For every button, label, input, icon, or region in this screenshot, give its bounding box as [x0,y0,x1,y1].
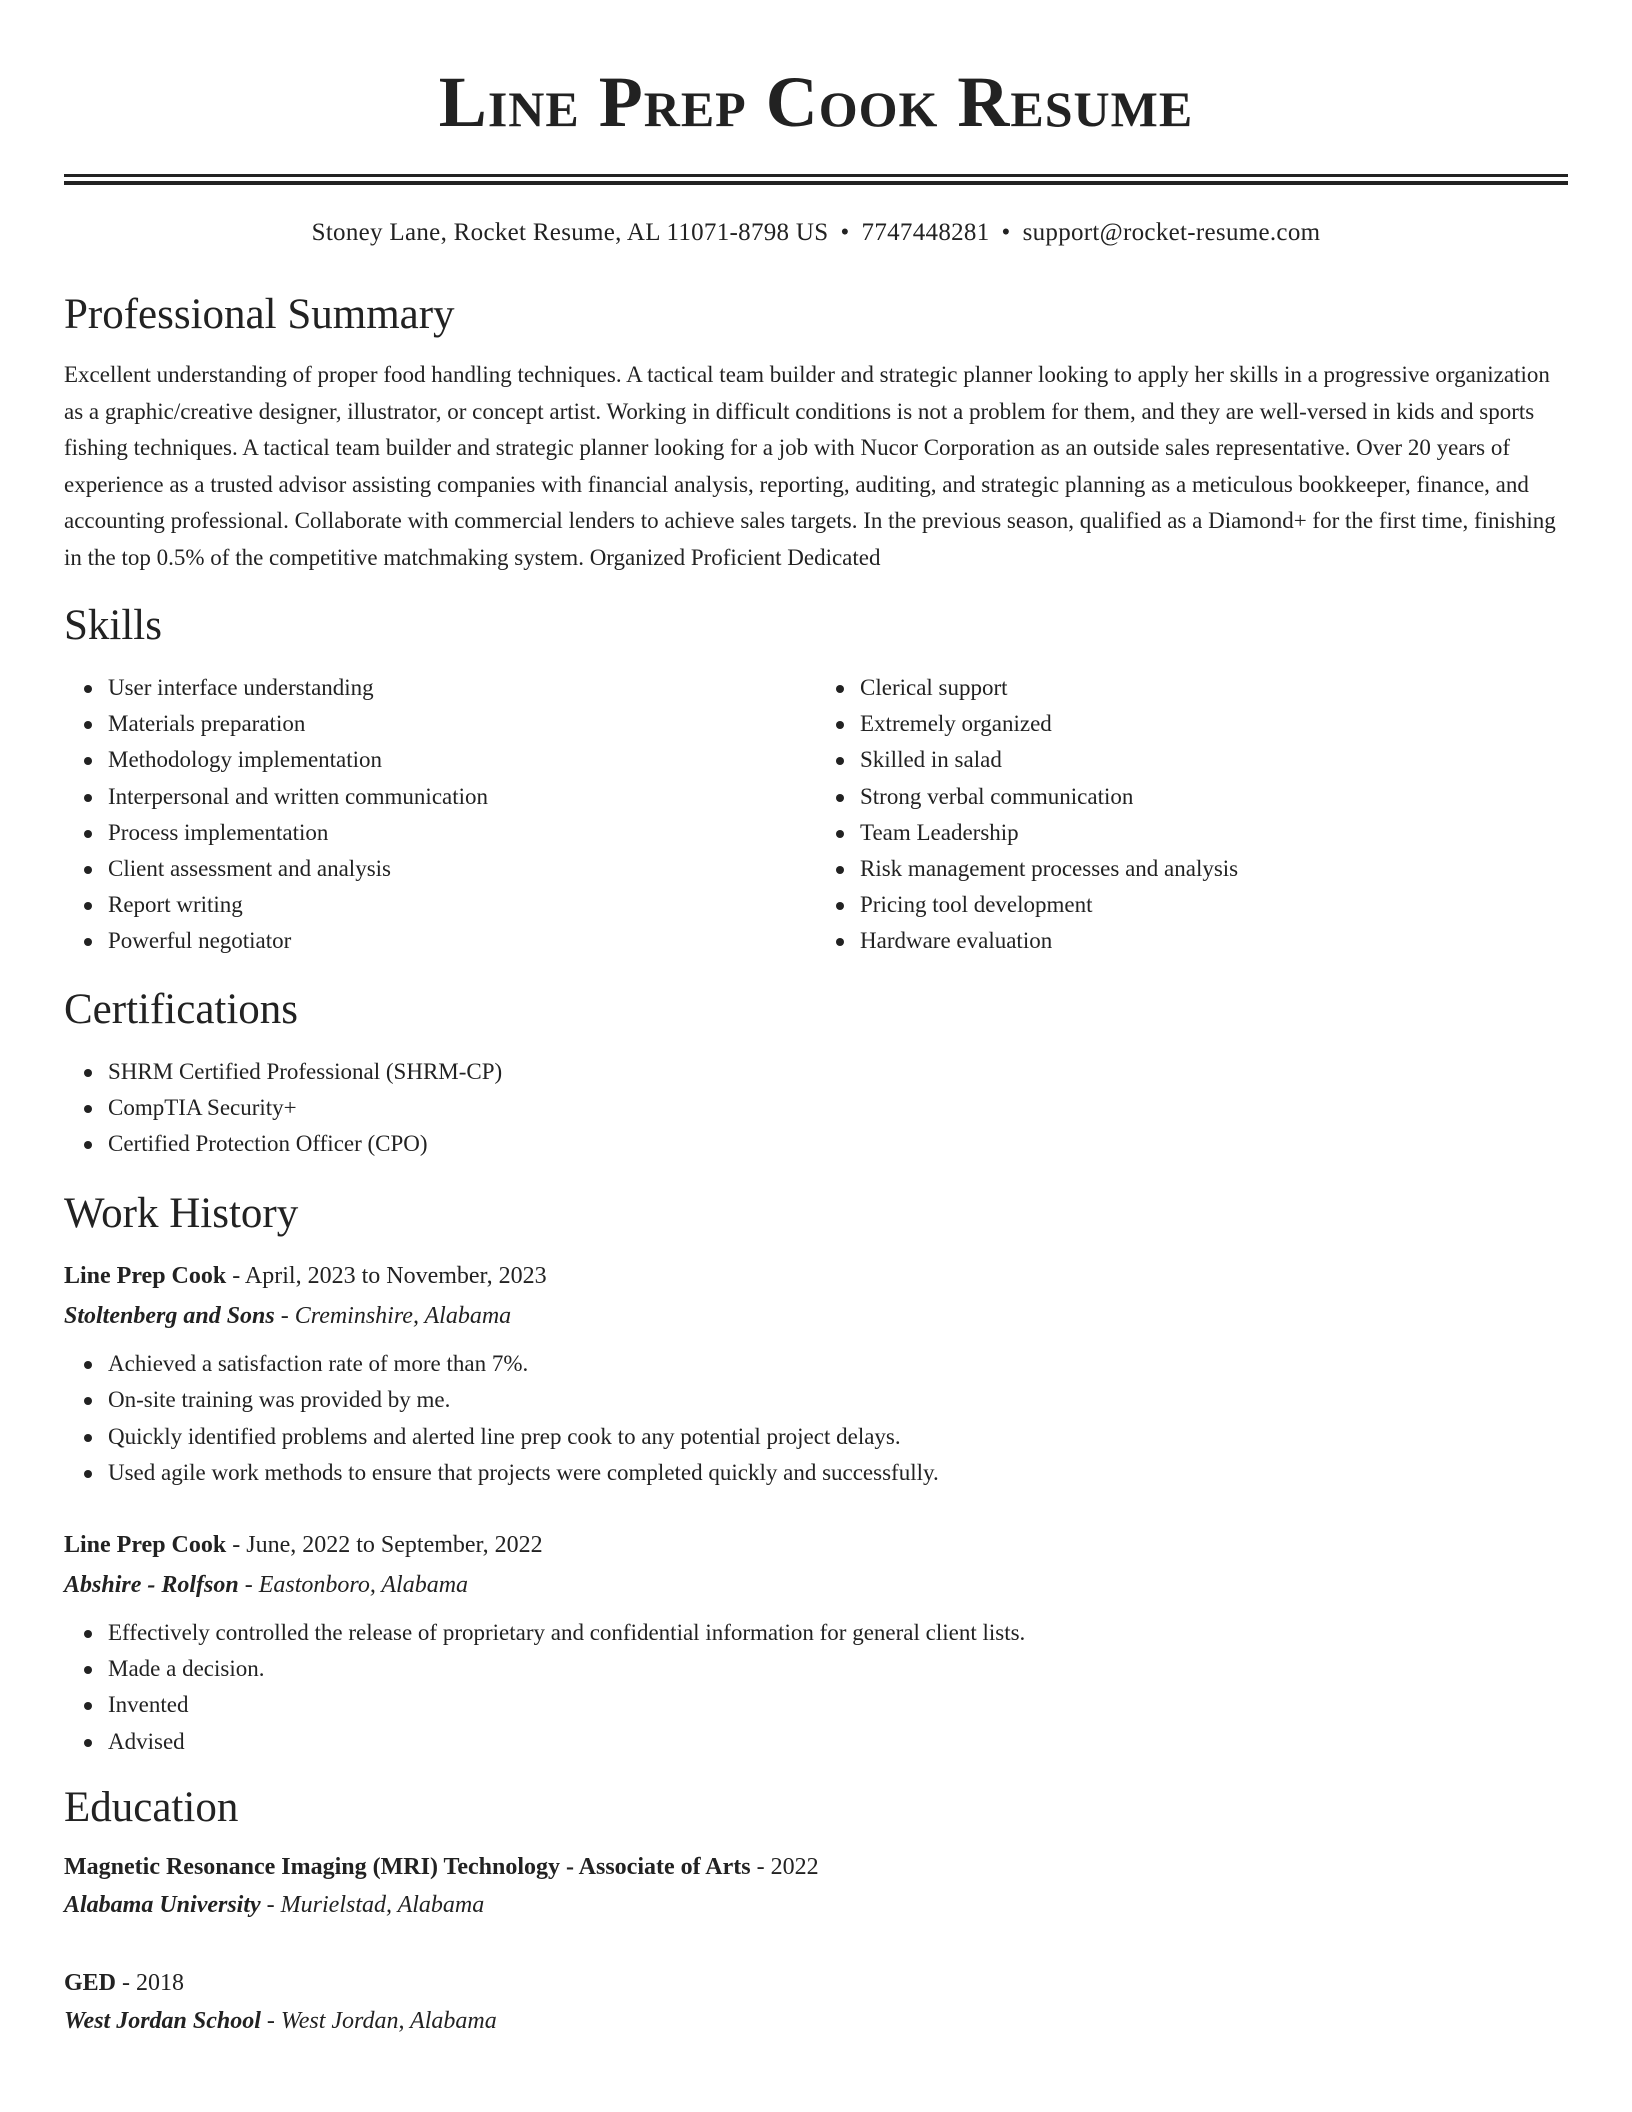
job-bullet: On-site training was provided by me. [108,1382,1568,1418]
dash-separator: - [274,1303,295,1330]
skills-list-right [816,670,1568,960]
job-dates: June, 2022 to September, 2022 [246,1532,543,1559]
skill-item: Methodology implementation [108,742,816,778]
education-location: Murielstad, Alabama [280,1891,485,1918]
certification-item: Certified Protection Officer (CPO) [108,1126,1568,1162]
job-company: Abshire - Rolfson [64,1572,239,1599]
skill-item: Interpersonal and written communication [108,779,816,815]
skill-item: Materials preparation [108,706,816,742]
education-location: West Jordan, Alabama [280,2007,497,2034]
job-bullet: Advised [108,1724,1568,1760]
education-school: West Jordan School [64,2007,261,2034]
skill-item: Hardware evaluation [860,923,1568,959]
dash-separator: - [750,1853,771,1880]
education-year: 2022 [770,1853,819,1880]
certifications-list [64,1054,1568,1163]
dash-separator: - [226,1532,247,1559]
certification-item: SHRM Certified Professional (SHRM-CP) [108,1054,1568,1090]
contact-separator: • [1001,219,1011,246]
education-year: 2018 [136,1969,185,1996]
job-title: Line Prep Cook [64,1263,227,1290]
title-double-rule [64,174,1568,185]
contact-separator: • [840,219,850,246]
work-history-heading: Work History [64,1190,299,1238]
job-title-line [64,1256,1568,1296]
skill-item: Strong verbal communication [860,779,1568,815]
resume-title: Line Prep Cook Resume [438,62,1194,142]
skill-item: Clerical support [860,670,1568,706]
education-heading: Education [64,1783,239,1831]
job-company: Stoltenberg and Sons [64,1303,275,1330]
skill-item: Client assessment and analysis [108,851,816,887]
job-location: Creminshire, Alabama [294,1303,512,1330]
job-bullet: Quickly identified problems and alerted line prep cook to any potential project delays. [108,1419,1568,1455]
skill-item: Powerful negotiator [108,923,816,959]
education-degree-line [64,1964,1568,2002]
contact-phone: 7747448281 [861,219,990,246]
education-entry [64,1848,1568,1924]
skill-item: Extremely organized [860,706,1568,742]
job-dates: April, 2023 to November, 2023 [244,1263,547,1290]
education-school: Alabama University [64,1891,261,1918]
skill-item: Pricing tool development [860,887,1568,923]
job-bullet: Used agile work methods to ensure that projects were completed quickly and successfully. [108,1455,1568,1491]
job-company-line [64,1565,1568,1605]
education-school-line [64,1886,1568,1924]
dash-separator: - [238,1572,259,1599]
job-location: Eastonboro, Alabama [258,1572,469,1599]
skill-item: Process implementation [108,815,816,851]
skills-list-left [64,670,816,960]
skills-heading: Skills [64,602,162,649]
education-degree: GED [64,1969,117,1996]
skill-item: Skilled in salad [860,742,1568,778]
education-degree-line [64,1848,1568,1886]
skill-item: User interface understanding [108,670,816,706]
contact-line [64,217,1568,249]
dash-separator: - [260,1891,281,1918]
skill-item: Report writing [108,887,816,923]
job-bullet: Achieved a satisfaction rate of more than 7%. [108,1346,1568,1382]
education-entry [64,1964,1568,2040]
job-title: Line Prep Cook [64,1532,227,1559]
certifications-heading: Certifications [64,985,299,1033]
job-bullet: Effectively controlled the release of proprietary and confidential information for general client lists. [108,1615,1568,1651]
job-bullets [64,1346,1568,1491]
job-title-line [64,1525,1568,1565]
education-school-line [64,2002,1568,2040]
skill-item: Team Leadership [860,815,1568,851]
job-entry [64,1256,1568,1491]
skills-columns [64,670,1568,960]
summary-heading: Professional Summary [64,291,455,338]
certification-item: CompTIA Security+ [108,1090,1568,1126]
education-degree: Magnetic Resonance Imaging (MRI) Technology - Associate of Arts [64,1853,751,1880]
contact-email: support@rocket-resume.com [1022,219,1321,246]
job-bullet: Made a decision. [108,1651,1568,1687]
contact-address: Stoney Lane, Rocket Resume, AL 11071-8798 US [311,219,829,246]
dash-separator: - [260,2007,281,2034]
summary-text: Excellent understanding of proper food handling techniques. A tactical team builder and strategic planner looking to apply her skills in a progressive organization as a graphic/creative designer, illustrator, or concept artist. Working in difficult conditions is not a problem for them, and they are well-versed in kids and sports fishing techniques. A tactical team builder and strategic planner looking for a job with Nucor Corporation as an outside sales representative. Over 20 years of experience as a trusted advisor assisting companies with financial analysis, reporting, auditing, and strategic planning as a meticulous bookkeeper, finance, and accounting professional. Collaborate with commercial lenders to achieve sales targets. In the previous season, qualified as a Diamond+ for the first time, finishing in the top 0.5% of the competitive matchmaking system. Organized Proficient Dedicated [64,362,1556,570]
job-company-line [64,1296,1568,1336]
job-entry [64,1525,1568,1760]
skill-item: Risk management processes and analysis [860,851,1568,887]
dash-separator: - [116,1969,137,1996]
job-bullets [64,1615,1568,1760]
dash-separator: - [226,1263,245,1290]
job-bullet: Invented [108,1687,1568,1723]
